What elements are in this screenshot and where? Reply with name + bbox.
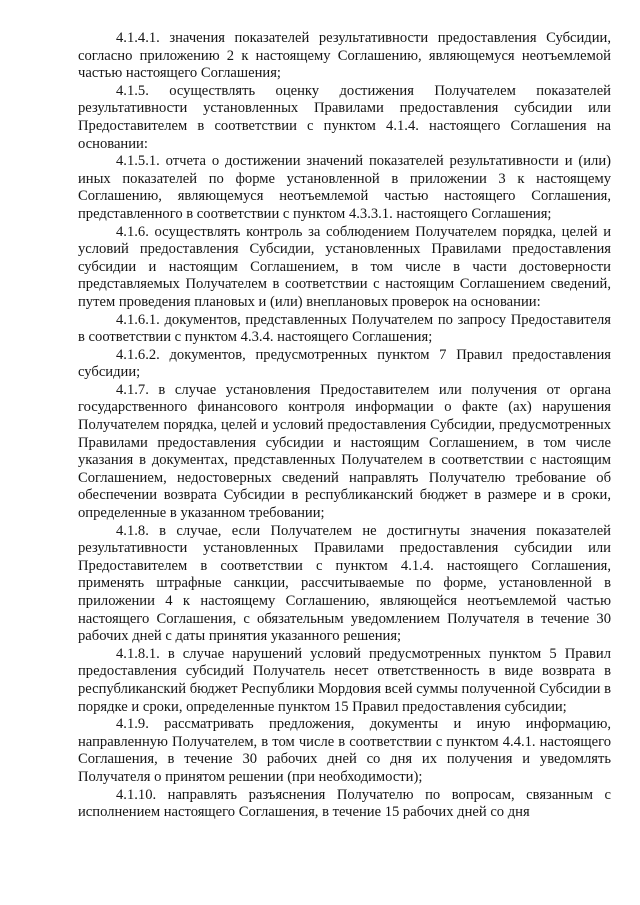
paragraph-4-1-6-2: 4.1.6.2. документов, предусмотренных пунктом 7 Правил предоставления субсидии; [78, 346, 611, 381]
paragraph-4-1-5-1: 4.1.5.1. отчета о достижении значений показателей результативности и (или) иных показателей по форме установленной в приложении 3 к настоящему Соглашению, являющемуся неотъемлемой частью настоящего Соглашения, представленного в соответствии с пунктом 4.3.3.1. настоящего Соглашения; [78, 153, 611, 222]
paragraph-4-1-8-1: 4.1.8.1. в случае нарушений условий предусмотренных пунктом 5 Правил предоставления субсидий Получатель несет ответственность в виде возврата в республиканский бюджет Республики Мордовия всей суммы полученной Субсидии в порядке и сроки, определенные пунктом 15 Правил предоставления субсидии; [78, 645, 611, 715]
paragraph-4-1-8: 4.1.8. в случае, если Получателем не достигнуты значения показателей результативности установленных Правилами предоставления субсидии или Предоставителем в соответствии с пунктом 4.1.4. настоящего Соглашения, применять штрафные санкции, рассчитываемые по форме, установленной в приложении 4 к настоящему Соглашению, являющейся неотъемлемой частью настоящего Соглашения, с обязательным уведомлением Получателя в течение 30 рабочих дней с даты принятия указанного решения; [78, 522, 611, 645]
paragraph-4-1-5: 4.1.5. осуществлять оценку достижения Получателем показателей результативности установленных Правилами предоставления субсидии или Предоставителем в соответствии с пунктом 4.1.4. настоящего Соглашения на основании: [78, 82, 611, 152]
paragraph-4-1-6: 4.1.6. осуществлять контроль за соблюдением Получателем порядка, целей и условий предоставления Субсидии, установленных Правилами предоставления субсидии и настоящим Соглашением, в том числе в части достоверности представляемых Получателем в соответствии с настоящим Соглашением сведений, путем проведения плановых и (или) внеплановых проверок на основании: [78, 223, 611, 310]
paragraph-4-1-10: 4.1.10. направлять разъяснения Получателю по вопросам, связанным с исполнением настоящего Соглашения, в течение 15 рабочих дней со дня [78, 786, 611, 821]
paragraph-4-1-4-1: 4.1.4.1. значения показателей результативности предоставления Субсидии, согласно приложению 2 к настоящему Соглашению, являющемуся неотъемлемой частью настоящего Соглашения; [78, 30, 611, 82]
paragraph-4-1-9: 4.1.9. рассматривать предложения, документы и иную информацию, направленную Получателем, в том числе в соответствии с пунктом 4.4.1. настоящего Соглашения, в течение 30 рабочих дней со дня их получения и уведомлять Получателя о принятом решении (при необходимости); [78, 716, 611, 785]
paragraph-4-1-6-1: 4.1.6.1. документов, представленных Получателем по запросу Предоставителя в соответствии с пунктом 4.3.4. настоящего Соглашения; [78, 311, 611, 346]
document-page [78, 30, 611, 822]
paragraph-4-1-7: 4.1.7. в случае установления Предоставителем или получения от органа государственного финансового контроля информации о факте (ах) нарушения Получателем порядка, целей и условий предоставления Субсидии, предусмотренных Правилами предоставления субсидии и настоящим Соглашением, в том числе указания в документах, представленных Получателем в соответствии с настоящим Соглашением, недостоверных сведений направлять Получателю требование об обеспечении возврата Субсидии в республиканский бюджет в размере и в сроки, определенные в указанном требовании; [78, 381, 611, 522]
